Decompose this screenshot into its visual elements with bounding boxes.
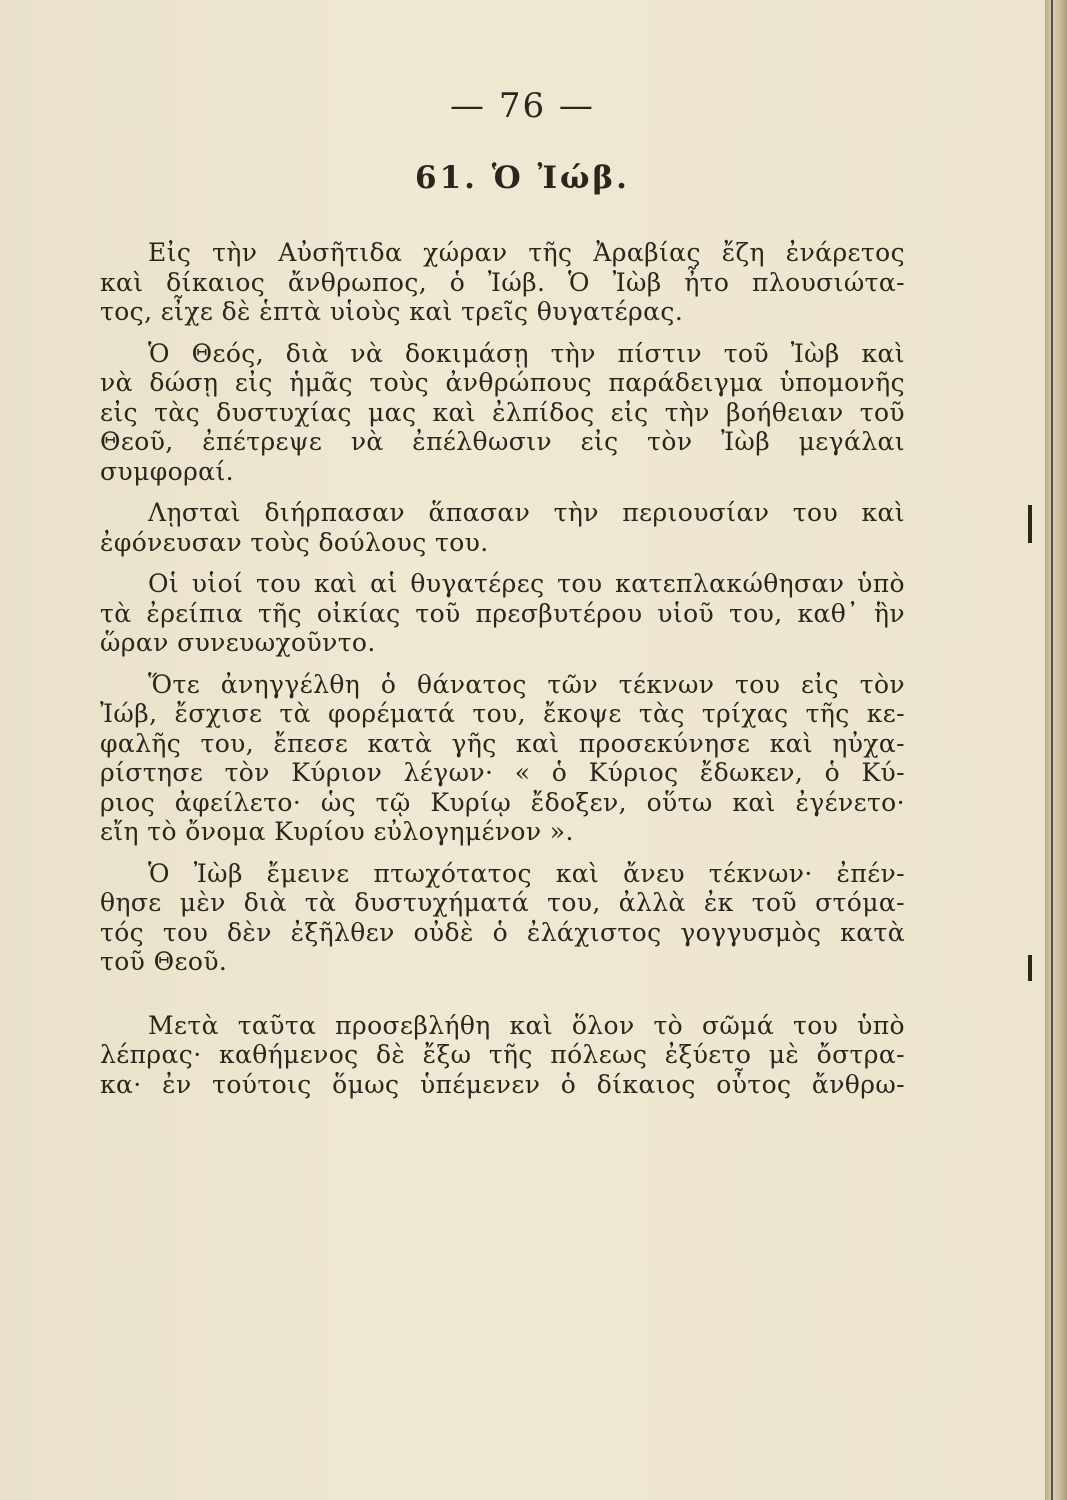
margin-mark — [1028, 955, 1032, 981]
paragraph-gap — [100, 989, 905, 1011]
text-line: εἴη τὸ ὄνομα Κυρίου εὐλογημένον ». — [100, 817, 574, 846]
text-line: ριος ἀφείλετο· ὡς τῷ Κυρίῳ ἔδοξεν, οὕτω καὶ ἐγένετο· — [100, 787, 905, 817]
text-line: φαλῆς του, ἔπεσε κατὰ γῆς καὶ προσεκύνησε καὶ ηὐχα- — [100, 728, 905, 758]
chapter-title: 61. Ὁ Ἰώβ. — [415, 160, 630, 196]
text-line: Ἰώβ, ἔσχισε τὰ φορέματά του, ἔκοψε τὰς τρίχας τῆς κε- — [100, 699, 905, 728]
text-line: συμφοραί. — [100, 456, 234, 486]
paragraph-5 — [100, 670, 905, 847]
text-line: ἐφόνευσαν τοὺς δούλους του. — [100, 527, 489, 557]
text-line: τος, εἶχε δὲ ἑπτὰ υἱοὺς καὶ τρεῖς θυγατέρας. — [100, 297, 684, 326]
text-line: Οἱ υἱοί του καὶ αἱ θυγατέρες του κατεπλακώθησαν ὑπὸ — [148, 569, 905, 598]
paragraph-7 — [100, 1011, 905, 1100]
text-line: θησε μὲν διὰ τὰ δυστυχήματά του, ἀλλὰ ἐκ τοῦ στόμα- — [100, 888, 905, 917]
margin-mark — [1028, 505, 1032, 543]
paragraph-2 — [100, 339, 905, 487]
book-spine-edge — [1045, 0, 1067, 1500]
text-line: Ὅτε ἀνηγγέλθη ὁ θάνατος τῶν τέκνων του εἰς τὸν — [148, 669, 905, 699]
text-line: τός του δὲν ἐξῆλθεν οὐδὲ ὁ ἐλάχιστος γογγυσμὸς κατὰ — [100, 917, 905, 947]
spine-line — [1051, 0, 1053, 1500]
text-line: ρίστησε τὸν Κύριον λέγων· « ὁ Κύριος ἔδωκεν, ὁ Κύ- — [100, 758, 905, 787]
body-text — [100, 238, 905, 1111]
text-line: Μετὰ ταῦτα προσεβλήθη καὶ ὅλον τὸ σῶμά του ὑπὸ — [148, 1010, 905, 1040]
text-line: Λῃσταὶ διήρπασαν ἅπασαν τὴν περιουσίαν του καὶ — [148, 498, 905, 527]
text-line: τὰ ἐρείπια τῆς οἰκίας τοῦ πρεσβυτέρου υἱοῦ του, καθ᾿ ἣν — [100, 598, 905, 628]
text-line: Ὁ Θεός, διὰ νὰ δοκιμάσῃ τὴν πίστιν τοῦ Ἰὼβ καὶ — [148, 338, 905, 368]
paragraph-6 — [100, 859, 905, 977]
text-line: τοῦ Θεοῦ. — [100, 947, 228, 976]
text-line: εἰς τὰς δυστυχίας μας καὶ ἐλπίδος εἰς τὴν βοήθειαν τοῦ — [100, 397, 905, 427]
text-line: Θεοῦ, ἐπέτρεψε νὰ ἐπέλθωσιν εἰς τὸν Ἰὼβ μεγάλαι — [100, 427, 905, 456]
text-line: Εἰς τὴν Αὐσῆτιδα χώραν τῆς Ἀραβίας ἔζη ἐνάρετος — [148, 238, 905, 267]
paragraph-4 — [100, 569, 905, 658]
paragraph-3 — [100, 498, 905, 557]
page-number: — 76 — — [450, 86, 595, 126]
text-line: Ὁ Ἰὼβ ἔμεινε πτωχότατος καὶ ἄνευ τέκνων· ἐπέν- — [148, 858, 905, 888]
text-line: καὶ δίκαιος ἄνθρωπος, ὁ Ἰώβ. Ὁ Ἰὼβ ἦτο πλουσιώτα- — [100, 267, 905, 297]
paragraph-1 — [100, 238, 905, 327]
text-line: κα· ἐν τούτοις ὅμως ὑπέμενεν ὁ δίκαιος οὗτος ἄνθρω- — [100, 1069, 905, 1099]
text-line: ὥραν συνευωχοῦντο. — [100, 628, 376, 657]
text-line: νὰ δώσῃ εἰς ἡμᾶς τοὺς ἀνθρώπους παράδειγμα ὑπομονῆς — [100, 368, 905, 397]
text-line: λέπρας· καθήμενος δὲ ἔξω τῆς πόλεως ἐξύετο μὲ ὄστρα- — [100, 1040, 905, 1069]
